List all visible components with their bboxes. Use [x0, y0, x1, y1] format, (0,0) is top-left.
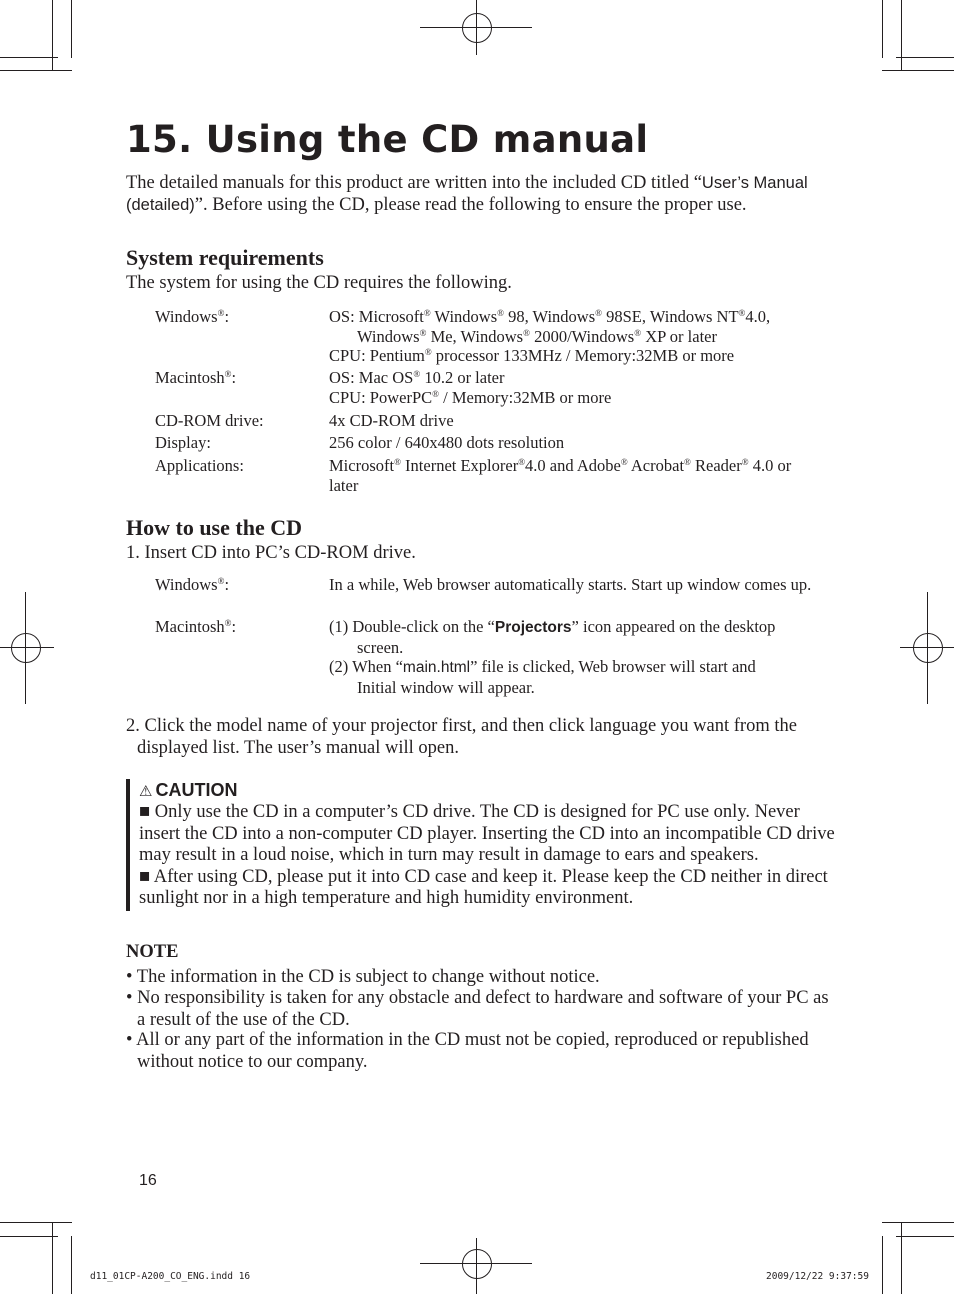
- requirement-value: 4x CD-ROM drive: [329, 411, 454, 430]
- caution-heading: ⚠ CAUTION: [139, 780, 238, 800]
- requirement-label: Windows: [155, 307, 218, 326]
- slug-date: 2009/12/22 9:37:59: [766, 1271, 869, 1282]
- step-2: 2. Click the model name of your projector first, and then click language you want from the displayed list. The user’s manual will open.: [126, 716, 797, 758]
- registration-mark: [462, 13, 492, 43]
- crop-mark: [52, 1222, 53, 1294]
- caution-body: [139, 802, 839, 910]
- section-heading: How to use the CD: [126, 515, 302, 540]
- note-heading: NOTE: [126, 942, 179, 962]
- requirement-label: CD-ROM drive:: [155, 411, 264, 430]
- note-item: • No responsibility is taken for any obstacle and defect to hardware and software of your PC as a result of the use of the CD.: [126, 988, 829, 1030]
- crop-mark: [71, 1236, 72, 1294]
- requirement-label: Applications:: [155, 456, 244, 475]
- caution-item: ■ After using CD, please put it into CD case and keep it. Please keep the CD neither in direct sunlight nor in a high temperature and high humidity environment.: [139, 866, 828, 908]
- requirement-label: Display:: [155, 433, 211, 452]
- caution-item: ■ Only use the CD in a computer’s CD drive. The CD is designed for PC use only. Never insert the CD into a non-computer CD player. Inserting the CD into an incompatible CD drive may result in a loud noise, which in turn may result in damage to ears and speakers.: [139, 802, 835, 865]
- crop-mark: [52, 0, 53, 70]
- how-to-value: screen.: [357, 637, 404, 657]
- requirement-value: 256 color / 640x480 dots resolution: [329, 433, 565, 452]
- intro-paragraph: The detailed manuals for this product are written into the included CD titled “User’s Manual (detailed)”. Before using the CD, please read the following to ensure the proper use.: [126, 173, 808, 215]
- how-to-label: Windows: [155, 575, 218, 594]
- crop-mark: [901, 1222, 902, 1294]
- how-to-value: Initial window will appear.: [357, 677, 535, 697]
- system-requirements-lead: The system for using the CD requires the following.: [126, 273, 512, 293]
- file-name: main.html: [402, 659, 471, 676]
- crop-mark: [896, 1236, 954, 1237]
- registration-mark-line: [25, 592, 26, 704]
- requirement-value: CPU: Pentium® processor 133MHz / Memory:32MB or more: [329, 346, 735, 365]
- caution-bar: [126, 779, 130, 911]
- crop-mark: [0, 70, 72, 71]
- crop-mark: [882, 70, 954, 71]
- crop-mark: [882, 1222, 954, 1223]
- registration-mark: [11, 633, 41, 663]
- requirement-value: Windows® Me, Windows® 2000/Windows® XP or later: [357, 326, 717, 346]
- registration-mark: [462, 1249, 492, 1279]
- crop-mark: [71, 0, 72, 58]
- note-item: • The information in the CD is subject to change without notice.: [126, 967, 600, 987]
- step-1: 1. Insert CD into PC’s CD-ROM drive.: [126, 543, 416, 563]
- requirement-value: OS: Microsoft® Windows® 98, Windows® 98SE, Windows NT®4.0,: [329, 307, 771, 326]
- crop-mark: [901, 0, 902, 70]
- how-to-label: Macintosh: [155, 617, 225, 636]
- slug-file-name: d11_01CP-A200_CO_ENG.indd 16: [90, 1271, 251, 1282]
- requirement-value: CPU: PowerPC® / Memory:32MB or more: [329, 387, 612, 407]
- crop-mark: [882, 0, 883, 58]
- page-number: 16: [139, 1172, 157, 1189]
- how-to-value: (2) When “main.html” file is clicked, Web browser will start and: [329, 657, 756, 676]
- cd-title: User’s Manual (detailed): [126, 174, 808, 214]
- registration-mark: [913, 633, 943, 663]
- crop-mark: [882, 1236, 883, 1294]
- registration-mark-line: [927, 592, 928, 704]
- crop-mark: [896, 57, 954, 58]
- requirement-value: Microsoft® Internet Explorer®4.0 and Adobe® Acrobat® Reader® 4.0 or later: [329, 456, 792, 495]
- how-to-value: (1) Double-click on the “Projectors” icon appeared on the desktop: [329, 617, 776, 636]
- requirement-label: Macintosh: [155, 368, 225, 387]
- crop-mark: [0, 1236, 58, 1237]
- registration-mark-line: [0, 647, 54, 648]
- registration-mark-line: [476, 1238, 477, 1294]
- registration-mark-line: [476, 0, 477, 55]
- how-to-value: In a while, Web browser automatically starts. Start up window comes up.: [329, 575, 812, 594]
- section-heading: System requirements: [126, 245, 324, 270]
- crop-mark: [0, 1222, 72, 1223]
- projectors-icon-name: Projectors: [494, 619, 572, 636]
- crop-mark: [0, 57, 58, 58]
- requirement-value: OS: Mac OS® 10.2 or later: [329, 368, 505, 387]
- warning-triangle-icon: ⚠: [139, 783, 153, 800]
- note-item: • All or any part of the information in the CD must not be copied, reproduced or republished without notice to our company.: [126, 1030, 809, 1072]
- page-title: 15. Using the CD manual: [126, 118, 649, 161]
